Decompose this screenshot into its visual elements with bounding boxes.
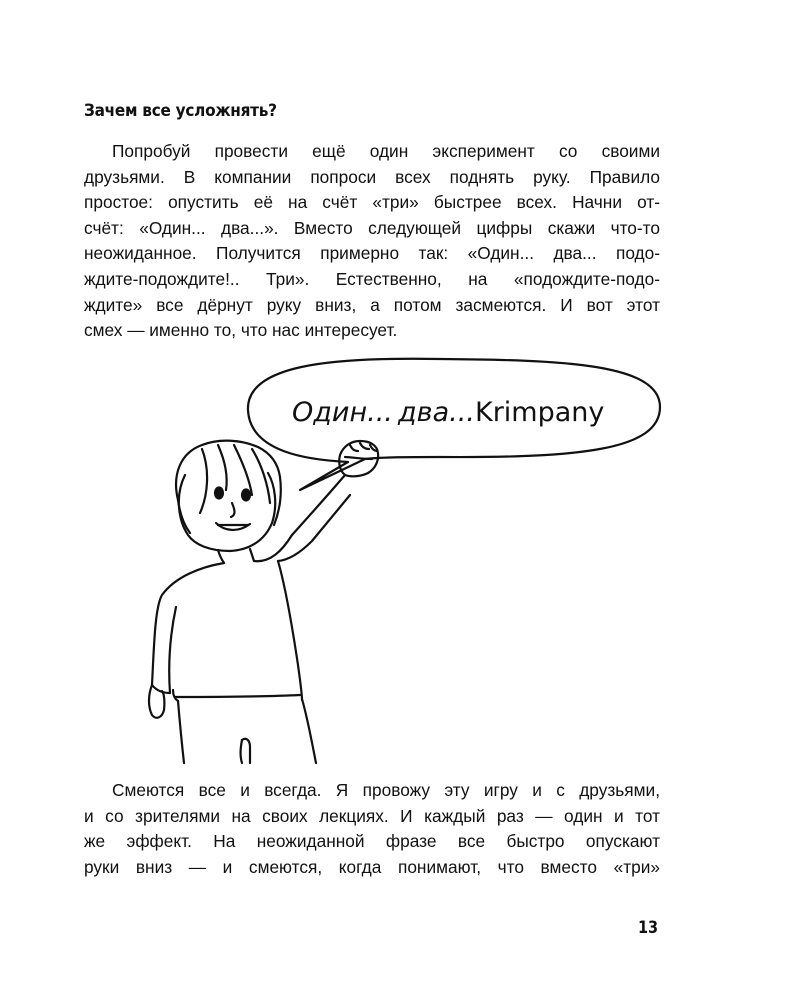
section-heading: Зачем все усложнять? [84,101,277,121]
text-line: руки вниз — и смеются, когда понимают, что вместо «три» [84,856,660,877]
speech-text-3: Krimpany [475,397,605,428]
speech-text-2: два... [398,397,475,428]
paragraph-intro [84,139,660,344]
speech-text-1: Один... [292,397,393,428]
text-line: друзьями. В компании попроси всех поднять руку. Правило [84,166,660,187]
text-line: Попробуй провести ещё один эксперимент со своими [112,141,660,161]
text-line: счёт: «Один... два...». Вместо следующей цифры скажи что-то [84,217,660,238]
fist [339,441,378,476]
text-line: Смеются все и всегда. Я провожу эту игру и с друзьями, [112,780,660,800]
text-line: простое: опустить её на счёт «три» быстрее всех. Начни от- [84,192,660,213]
body [149,475,350,763]
boy-illustration [140,345,680,770]
text-line: ждите» все дёрнут руку вниз, а потом засмеются. И вот этот [84,294,660,315]
neck [218,550,224,563]
page-number: 13 [638,918,659,938]
text-line: смех — именно то, что нас интересует. [84,320,398,341]
text-line: и со зрителями на своих лекциях. И каждый раз — один и тот [84,805,660,826]
text-line: ждите-подождите!.. Три». Естественно, на «подождите-подо- [84,268,660,289]
text-line: неожиданное. Получится примерно так: «Один... два... подо- [84,243,660,264]
paragraph-result [84,778,660,880]
head [176,441,281,551]
text-line: же эффект. На неожиданной фразе все быстро опускают [84,831,660,852]
